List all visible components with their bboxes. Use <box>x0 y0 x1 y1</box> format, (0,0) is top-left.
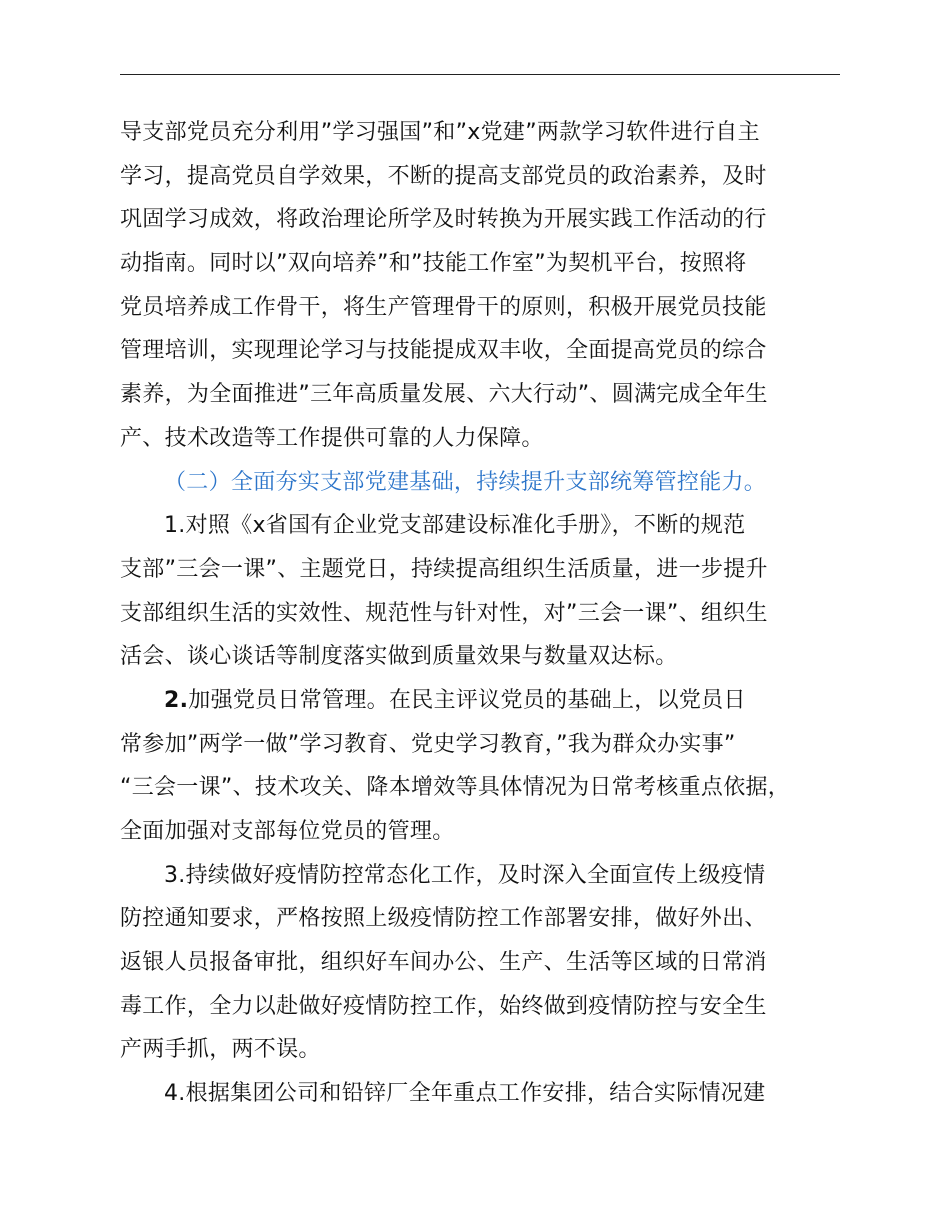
paragraph-item-4 <box>120 1072 842 1116</box>
text-line: 活会、谈心谈话等制度落实做到质量效果与数量双达标。 <box>120 644 678 670</box>
section-heading: （二）全面夯实支部党建基础，持续提升支部统筹管控能力。 <box>164 469 767 495</box>
text-line: 学习，提高党员自学效果，不断的提高支部党员的政治素养，及时 <box>120 163 767 189</box>
text-line: 管理培训，实现理论学习与技能提成双丰收，全面提高党员的综合 <box>120 338 767 364</box>
text-line: 产、技术改造等工作提供可靠的人力保障。 <box>120 425 544 451</box>
text-line <box>120 679 842 723</box>
paragraph-item-1 <box>120 504 842 679</box>
text-line: 巩固学习成效，将政治理论所学及时转换为开展实践工作活动的行 <box>120 207 767 233</box>
text-line: 产两手抓，两不误。 <box>120 1037 321 1063</box>
text-span: 加强党员日常管理。在民主评议党员的基础上，以党员日 <box>188 687 746 713</box>
text-line: 毒工作，全力以赴做好疫情防控工作，始终做到疫情防控与安全生 <box>120 993 767 1019</box>
paragraph-item-3 <box>120 854 842 1072</box>
text-line: 党员培养成工作骨干，将生产管理骨干的原则，积极开展党员技能 <box>120 294 767 320</box>
text-line: 素养，为全面推进”三年高质量发展、六大行动”、圆满完成全年生 <box>120 382 768 408</box>
text-line: 常参加”两学一做”学习教育、党史学习教育，”我为群众办实事” <box>120 731 736 757</box>
text-line: 1.对照《x省国有企业党支部建设标准化手册》，不断的规范 <box>164 513 746 539</box>
text-line: 支部”三会一课”、主题党日，持续提高组织生活质量，进一步提升 <box>120 556 768 582</box>
text-line: 3.持续做好疫情防控常态化工作，及时深入全面宣传上级疫情 <box>164 862 766 888</box>
text-line: 防控通知要求，严格按照上级疫情防控工作部署安排，做好外出、 <box>120 906 767 932</box>
text-line: 4.根据集团公司和铅锌厂全年重点工作安排，结合实际情况建 <box>164 1081 766 1107</box>
paragraph-continuation <box>120 111 842 461</box>
item-number: 2. <box>164 687 189 713</box>
text-line: 全面加强对支部每位党员的管理。 <box>120 819 455 844</box>
text-line: 动指南。同时以”双向培养”和”技能工作室”为契机平台，按照将 <box>120 251 747 277</box>
header-rule <box>120 74 840 75</box>
text-line: 支部组织生活的实效性、规范性与针对性，对”三会一课”、组织生 <box>120 600 768 626</box>
text-line: “三会一课”、技术攻关、降本增效等具体情况为日常考核重点依据， <box>120 775 791 801</box>
paragraph-item-2 <box>120 679 842 854</box>
text-line: 导支部党员充分利用”学习强国”和”x党建”两款学习软件进行自主 <box>120 120 760 145</box>
document-body <box>120 111 842 1116</box>
text-line: 返银人员报备审批，组织好车间办公、生产、生活等区域的日常消 <box>120 950 767 976</box>
